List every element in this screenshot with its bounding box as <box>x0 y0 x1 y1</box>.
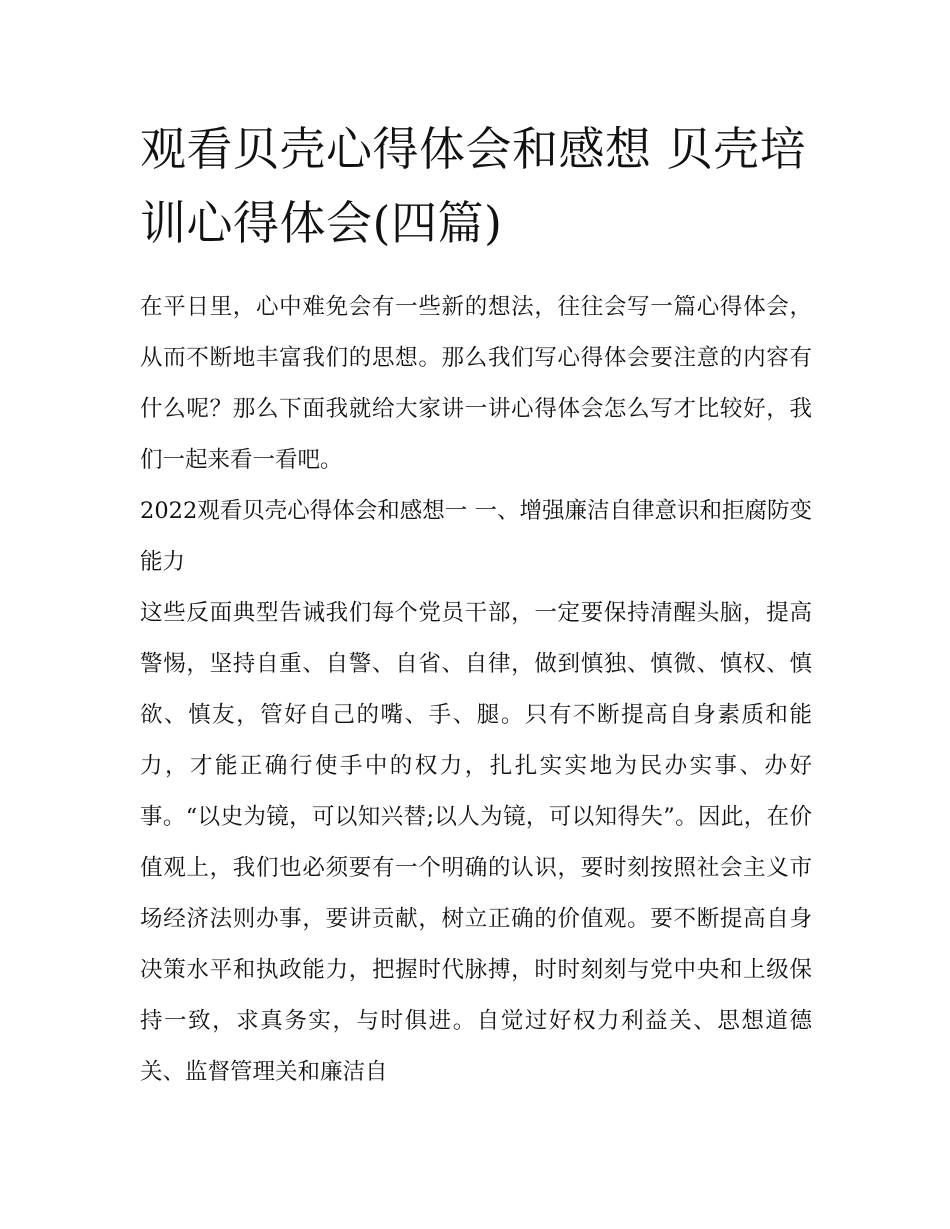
intro-paragraph: 在平日里，心中难免会有一些新的想法，往往会写一篇心得体会，从而不断地丰富我们的思想。那么我们写心得体会要注意的内容有什么呢？那么下面我就给大家讲一讲心得体会怎么写才比较好，我们一起来看一看吧。 <box>140 294 812 473</box>
document-title: 观看贝壳心得体会和感想 贝壳培训心得体会(四篇) <box>140 122 807 250</box>
section-heading: 2022观看贝壳心得体会和感想一 一、增强廉洁自律意识和拒腐防变能力 <box>140 498 812 575</box>
body-paragraph: 这些反面典型告诫我们每个党员干部，一定要保持清醒头脑，提高警惕，坚持自重、自警、自省、自律，做到慎独、慎微、慎权、慎欲、慎友，管好自己的嘴、手、腿。只有不断提高自身素质和能力，才能正确行使手中的权力，扎扎实实地为民办实事、办好事。“以史为镜，可以知兴替;以人为镜，可以知得失”。因此，在价值观上，我们也必须要有一个明确的认识，要时刻按照社会主义市场经济法则办事，要讲贡献，树立正确的价值观。要不断提高自身决策水平和执政能力，把握时代脉搏，时时刻刻与党中央和上级保持一致，求真务实，与时俱进。自觉过好权力利益关、思想道德关、监督管理关和廉洁自 <box>140 600 812 1085</box>
document-page <box>140 112 812 1098</box>
